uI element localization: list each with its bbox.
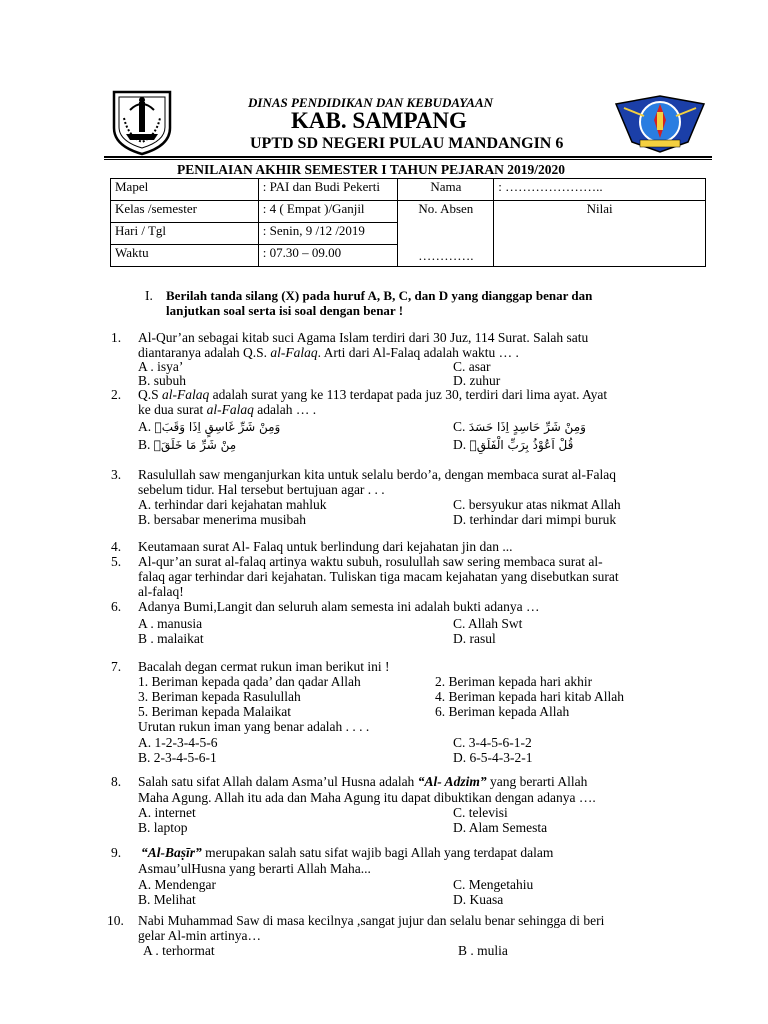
kelas-value: : 4 ( Empat )/Ganjil bbox=[258, 201, 398, 223]
q1-option-d[interactable]: D. zuhur bbox=[453, 373, 501, 388]
q7-option-a[interactable]: A. 1-2-3-4-5-6 bbox=[138, 735, 218, 750]
q9-option-b[interactable]: B. Melihat bbox=[138, 892, 196, 907]
student-info-table bbox=[110, 178, 706, 267]
q8-num: 8. bbox=[111, 774, 122, 789]
header-divider-thin bbox=[104, 159, 712, 160]
q2-line2: ke dua surat al-Falaq adalah … . bbox=[138, 402, 317, 417]
instruction-line1: Berilah tanda silang (X) pada huruf A, B, C, dan D yang dianggap benar dan bbox=[166, 288, 593, 303]
q6-line1: Adanya Bumi,Langit dan seluruh alam semesta ini adalah bukti adanya … bbox=[138, 599, 540, 614]
absen-label: No. Absen bbox=[418, 201, 474, 216]
q2-option-b[interactable]: B. مِنْ شَرِّ مَا خَلَقَۙ bbox=[138, 437, 237, 452]
kelas-label: Kelas /semester bbox=[111, 201, 259, 223]
q1-line2: diantaranya adalah Q.S. al-Falaq. Arti dari Al-Falaq adalah waktu … . bbox=[138, 345, 519, 360]
q7-item-6: 6. Beriman kepada Allah bbox=[435, 704, 570, 719]
q8-option-b[interactable]: B. laptop bbox=[138, 820, 188, 835]
q7-item-1: 1. Beriman kepada qada’ dan qadar Allah bbox=[138, 674, 361, 689]
q3-line1: Rasulullah saw menganjurkan kita untuk selalu berdo’a, dengan membaca surat al-Falaq bbox=[138, 467, 616, 482]
q6-option-c[interactable]: C. Allah Swt bbox=[453, 616, 523, 631]
q5-line3: al-falaq! bbox=[138, 584, 184, 599]
q3-line2: sebelum tidur. Hal tersebut bertujuan agar . . . bbox=[138, 482, 385, 497]
header-school: UPTD SD NEGERI PULAU MANDANGIN 6 bbox=[250, 135, 564, 152]
q10-line1: Nabi Muhammad Saw di masa kecilnya ,sangat jujur dan selalu benar sehingga di beri bbox=[138, 913, 605, 928]
q6-option-a[interactable]: A . manusia bbox=[138, 616, 203, 631]
q5-num: 5. bbox=[111, 554, 122, 569]
q8-option-a[interactable]: A. internet bbox=[138, 805, 196, 820]
q6-num: 6. bbox=[111, 599, 122, 614]
q8-line2: Maha Agung. Allah itu ada dan Maha Agung itu dapat dibuktikan dengan adanya …. bbox=[138, 790, 596, 805]
kabupaten-crest-logo bbox=[108, 88, 176, 156]
q7-item-5: 5. Beriman kepada Malaikat bbox=[138, 704, 291, 719]
mapel-label: Mapel bbox=[111, 179, 259, 201]
q2-option-c[interactable]: C. وَمِنْ شَرِّ حَاسِدٍ اِذَا حَسَدَ bbox=[453, 419, 586, 434]
q10-num: 10. bbox=[107, 913, 124, 928]
q1-line1: Al-Qur’an sebagai kitab suci Agama Islam terdiri dari 30 Juz, 114 Surat. Salah satu bbox=[138, 330, 589, 345]
q3-option-c[interactable]: C. bersyukur atas nikmat Allah bbox=[453, 497, 621, 512]
school-logo bbox=[614, 90, 706, 156]
absen-value: …………. bbox=[418, 248, 474, 263]
q1-option-a[interactable]: A . isya’ bbox=[138, 359, 184, 374]
q3-option-a[interactable]: A. terhindar dari kejahatan mahluk bbox=[138, 497, 327, 512]
mapel-value: : PAI dan Budi Pekerti bbox=[258, 179, 398, 201]
q3-num: 3. bbox=[111, 467, 122, 482]
q7-option-b[interactable]: B. 2-3-4-5-6-1 bbox=[138, 750, 217, 765]
q9-option-a[interactable]: A. Mendengar bbox=[138, 877, 216, 892]
q7-option-c[interactable]: C. 3-4-5-6-1-2 bbox=[453, 735, 532, 750]
hari-label: Hari / Tgl bbox=[111, 223, 259, 245]
q7-num: 7. bbox=[111, 659, 122, 674]
nilai-label: Nilai bbox=[494, 201, 706, 267]
q2-option-d[interactable]: D. قُلْ اَعُوْذُ بِرَبِّ الْفَلَقِۙ bbox=[453, 437, 574, 452]
exam-title: PENILAIAN AKHIR SEMESTER I TAHUN PEJARAN 2019/2020 bbox=[177, 162, 566, 177]
q4-line1: Keutamaan surat Al- Falaq untuk berlindung dari kejahatan jin dan ... bbox=[138, 539, 513, 554]
q1-option-b[interactable]: B. subuh bbox=[138, 373, 187, 388]
q7-option-d[interactable]: D. 6-5-4-3-2-1 bbox=[453, 750, 533, 765]
header-kabupaten: KAB. SAMPANG bbox=[291, 108, 467, 133]
nama-label: Nama bbox=[398, 179, 494, 201]
q9-line2: Asmau’ulHusna yang berarti Allah Maha... bbox=[138, 861, 371, 876]
q9-option-d[interactable]: D. Kuasa bbox=[453, 892, 504, 907]
nama-value: : ………………….. bbox=[494, 179, 706, 201]
q1-option-c[interactable]: C. asar bbox=[453, 359, 491, 374]
q8-line1: Salah satu sifat Allah dalam Asma’ul Husna adalah “Al- Adzim” yang berarti Allah bbox=[138, 774, 588, 789]
q8-option-c[interactable]: C. televisi bbox=[453, 805, 508, 820]
q1-num: 1. bbox=[111, 330, 122, 345]
q6-option-b[interactable]: B . malaikat bbox=[138, 631, 204, 646]
q8-option-d[interactable]: D. Alam Semesta bbox=[453, 820, 548, 835]
q10-line2: gelar Al-min artinya… bbox=[138, 928, 261, 943]
q2-line1: Q.S al-Falaq adalah surat yang ke 113 terdapat pada juz 30, terdiri dari lima ayat. Ayat bbox=[138, 387, 608, 402]
q5-line2: falaq agar terhindar dari kejahatan. Tuliskan tiga macam kejahatan yang disebutkan surat bbox=[138, 569, 619, 584]
q4-num: 4. bbox=[111, 539, 122, 554]
header-dinas: DINAS PENDIDIKAN DAN KEBUDAYAAN bbox=[248, 95, 494, 110]
q10-option-a[interactable]: A . terhormat bbox=[143, 943, 215, 958]
q9-option-c[interactable]: C. Mengetahiu bbox=[453, 877, 534, 892]
header-divider bbox=[104, 156, 712, 158]
q7-item-3: 3. Beriman kepada Rasulullah bbox=[138, 689, 301, 704]
q3-option-d[interactable]: D. terhindar dari mimpi buruk bbox=[453, 512, 617, 527]
q7-item-2: 2. Beriman kepada hari akhir bbox=[435, 674, 593, 689]
q10-option-b[interactable]: B . mulia bbox=[458, 943, 508, 958]
instruction-line2: lanjutkan soal serta isi soal dengan benar ! bbox=[166, 303, 404, 318]
q5-line1: Al-qur’an surat al-falaq artinya waktu subuh, rosulullah saw sering membaca surat al- bbox=[138, 554, 603, 569]
instruction-num: I. bbox=[145, 288, 153, 303]
q7-line1: Bacalah degan cermat rukun iman berikut ini ! bbox=[138, 659, 390, 674]
hari-value: : Senin, 9 /12 /2019 bbox=[258, 223, 398, 245]
absen-cell bbox=[398, 201, 494, 267]
waktu-value: : 07.30 – 09.00 bbox=[258, 245, 398, 267]
q9-line1: “Al-Baṣīr” merupakan salah satu sifat wajib bagi Allah yang terdapat dalam bbox=[141, 845, 554, 860]
q2-num: 2. bbox=[111, 387, 122, 402]
waktu-label: Waktu bbox=[111, 245, 259, 267]
q7-line2: Urutan rukun iman yang benar adalah . . . . bbox=[138, 719, 370, 734]
q7-item-4: 4. Beriman kepada hari kitab Allah bbox=[435, 689, 624, 704]
q9-num: 9. bbox=[111, 845, 122, 860]
q3-option-b[interactable]: B. bersabar menerima musibah bbox=[138, 512, 306, 527]
q2-option-a[interactable]: A. وَمِنْ شَرِّ غَاسِقٍ اِذَا وَقَبَۙ bbox=[138, 419, 281, 434]
q6-option-d[interactable]: D. rasul bbox=[453, 631, 496, 646]
